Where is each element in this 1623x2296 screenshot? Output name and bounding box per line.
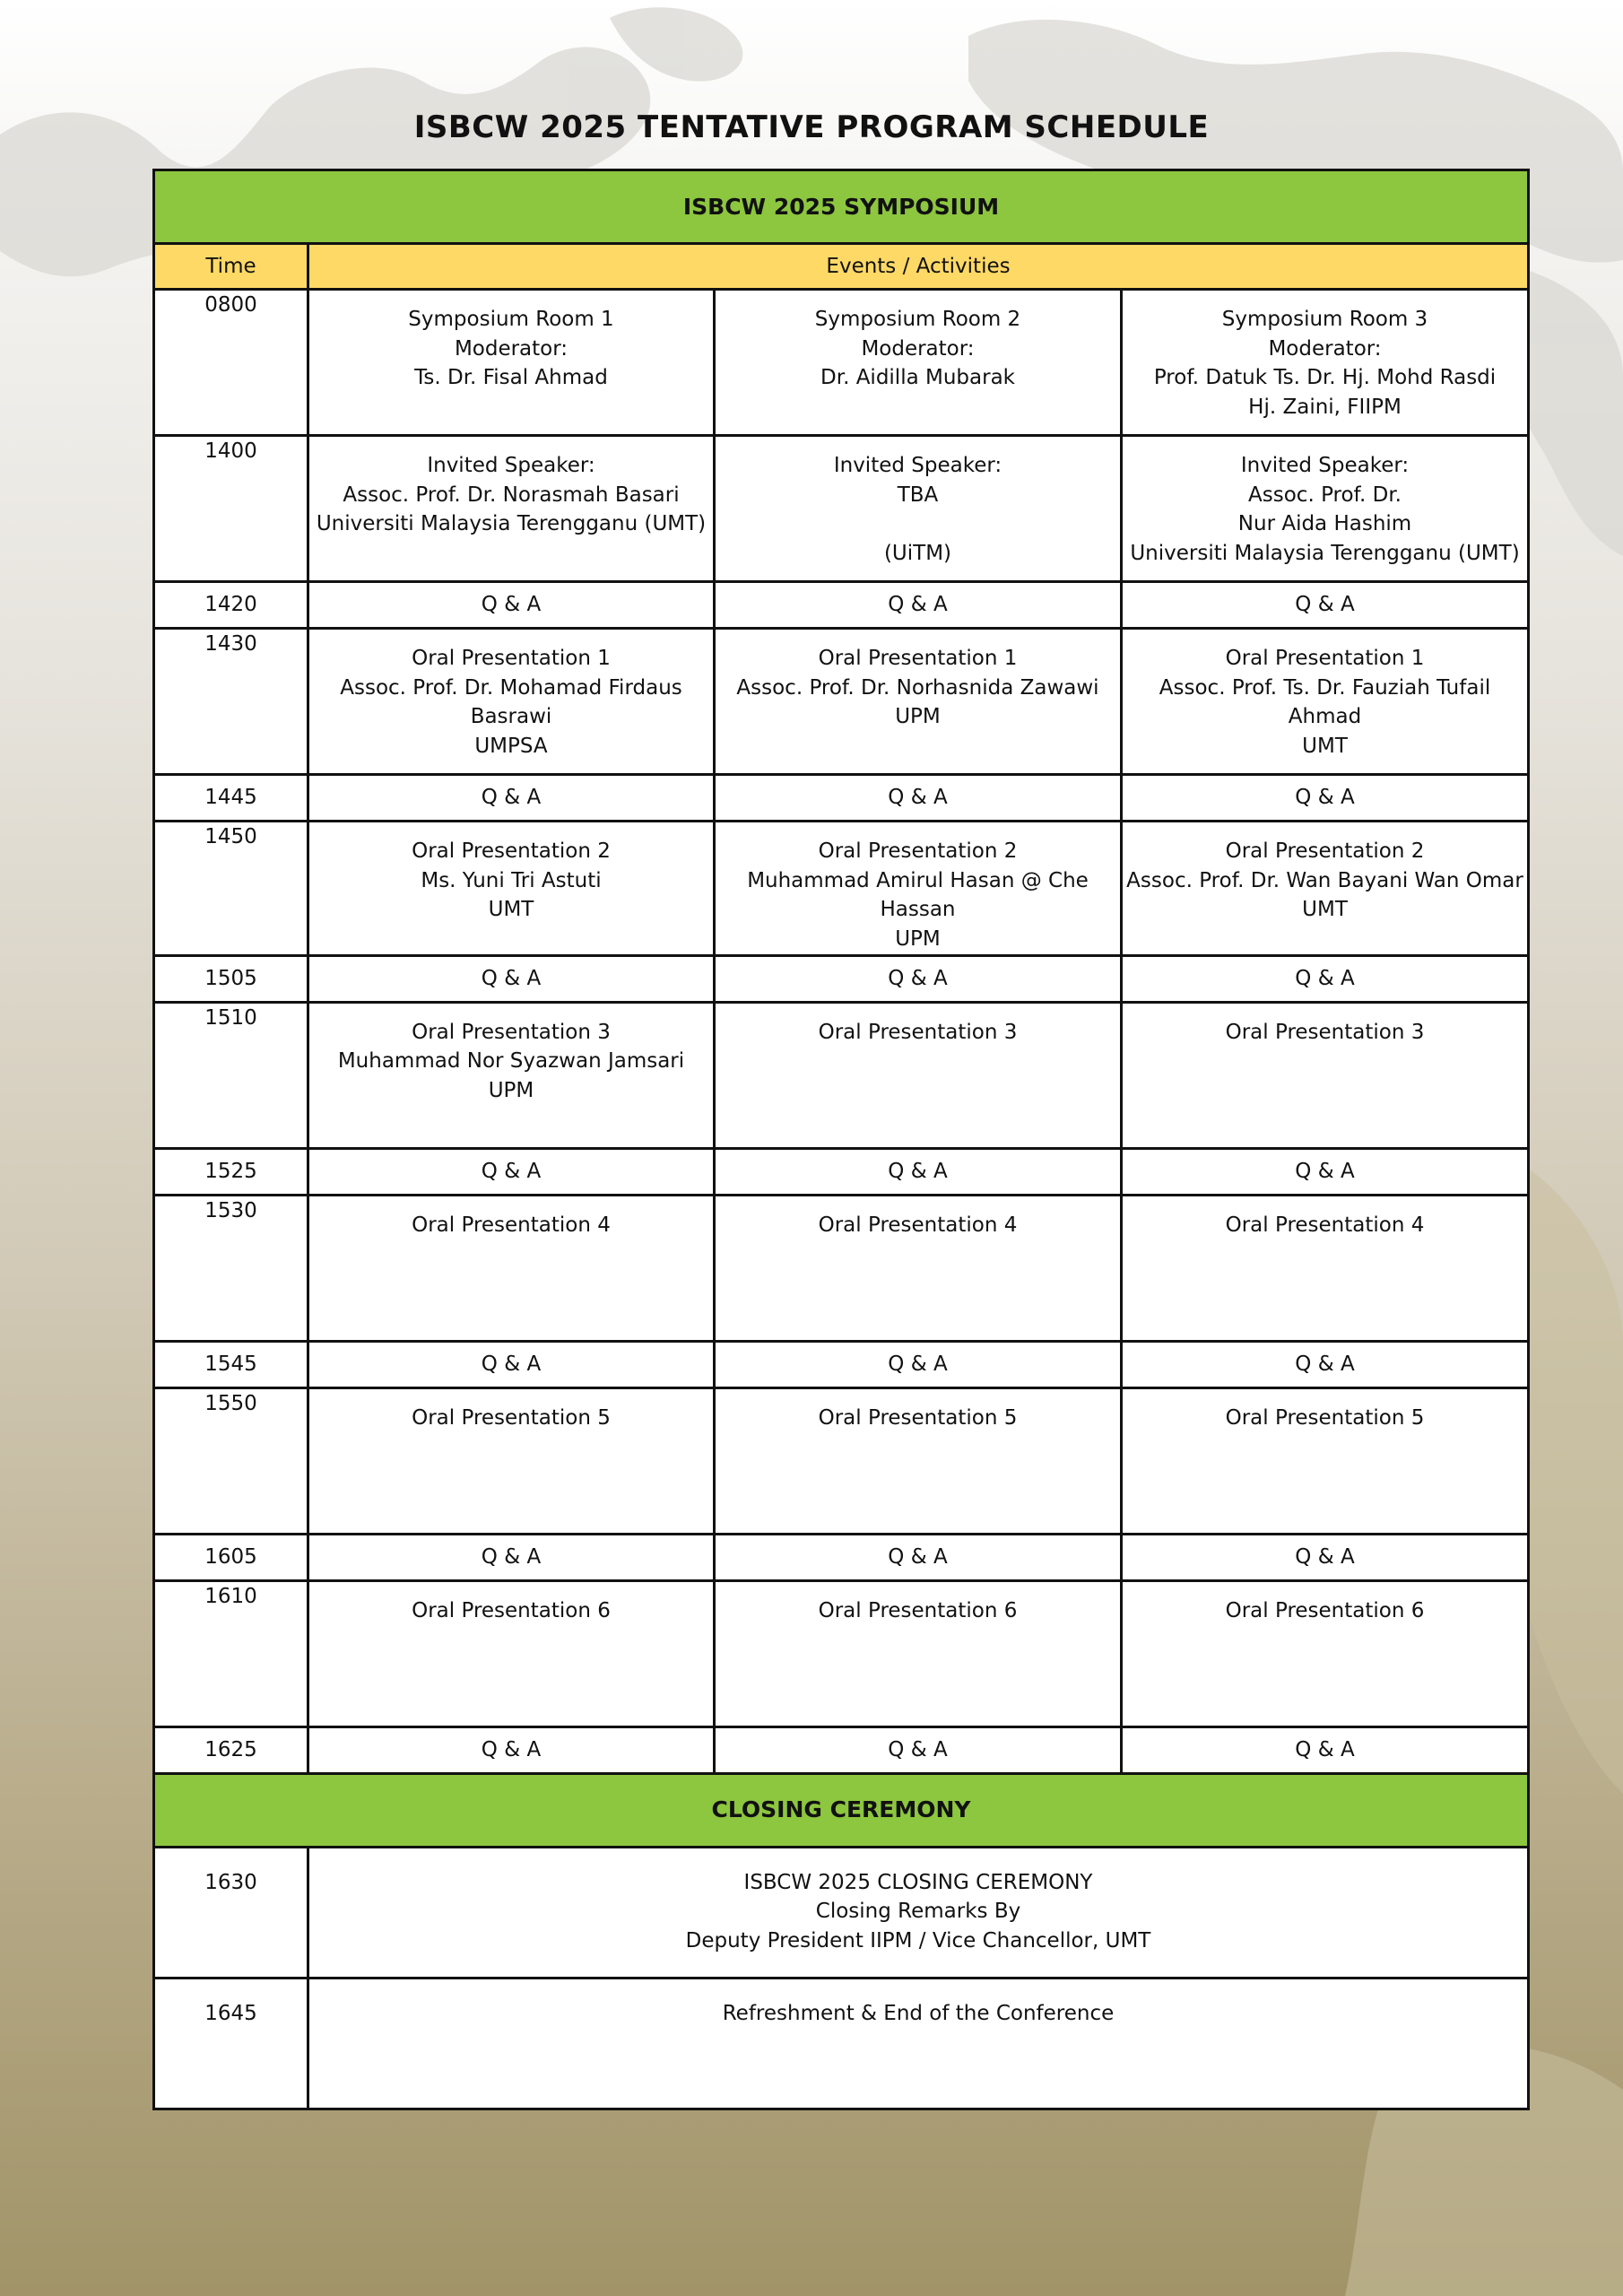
session-row xyxy=(154,290,1529,436)
text-line: Assoc. Prof. Dr. Mohamad Firdaus xyxy=(340,675,682,700)
cell-text xyxy=(719,1582,1116,1626)
time-cell: 1400 xyxy=(154,436,308,582)
room-2-cell xyxy=(715,1387,1122,1534)
room-1-cell: Q & A xyxy=(308,1534,715,1580)
room-2-cell: Q & A xyxy=(715,1148,1122,1195)
symposium-header: ISBCW 2025 SYMPOSIUM xyxy=(154,170,1529,244)
cell-text xyxy=(1126,291,1523,422)
symposium-header-row xyxy=(154,170,1529,244)
events-column-header: Events / Activities xyxy=(308,244,1529,290)
text-line: Universiti Malaysia Terengganu (UMT) xyxy=(316,512,707,536)
room-2-cell xyxy=(715,1002,1122,1148)
cell-text xyxy=(1126,1004,1523,1048)
column-header-row xyxy=(154,244,1529,290)
room-1-cell xyxy=(308,436,715,582)
time-cell: 1430 xyxy=(154,629,308,775)
text-line: Invited Speaker: xyxy=(833,454,1002,477)
session-row xyxy=(154,1387,1529,1534)
text-line: Dr. Aidilla Mubarak xyxy=(820,366,1015,390)
text-line: Moderator: xyxy=(861,336,975,361)
closing-event-cell xyxy=(308,1847,1529,1978)
text-line: Oral Presentation 4 xyxy=(412,1213,611,1237)
text-line: UMT xyxy=(1302,898,1348,922)
text-line: UMPSA xyxy=(474,734,548,758)
room-1-cell: Q & A xyxy=(308,955,715,1002)
time-cell: 1450 xyxy=(154,822,308,956)
text-line: Oral Presentation 1 xyxy=(412,647,611,670)
room-2-cell: Q & A xyxy=(715,775,1122,822)
text-line: UMT xyxy=(488,898,534,922)
text-line: Ts. Dr. Fisal Ahmad xyxy=(414,366,608,390)
text-line: Moderator: xyxy=(1268,336,1382,361)
text-line: Ms. Yuni Tri Astuti xyxy=(421,868,602,892)
time-cell: 1605 xyxy=(154,1534,308,1580)
cell-text xyxy=(719,1389,1116,1433)
text-line: Oral Presentation 1 xyxy=(1225,647,1425,670)
text-line: Symposium Room 1 xyxy=(408,308,614,331)
room-3-cell xyxy=(1122,1387,1529,1534)
schedule-table xyxy=(152,169,1530,2110)
cell-text xyxy=(313,630,709,761)
cell-text xyxy=(313,437,709,539)
text-line: Oral Presentation 5 xyxy=(1225,1405,1425,1430)
text-line: Assoc. Prof. Dr. Norasmah Basari xyxy=(343,483,680,507)
room-3-cell xyxy=(1122,436,1529,582)
text-line: UPM xyxy=(488,1078,534,1102)
text-line: Symposium Room 2 xyxy=(814,308,1021,331)
cell-text xyxy=(719,291,1116,393)
cell-text xyxy=(1126,1582,1523,1626)
cell-text xyxy=(313,1389,709,1433)
text-line: Muhammad Amirul Hasan @ Che Hassan xyxy=(747,868,1089,922)
text-line: Oral Presentation 3 xyxy=(412,1020,611,1044)
cell-text xyxy=(719,437,1116,569)
text-line: UMT xyxy=(1302,734,1348,758)
room-1-cell xyxy=(308,822,715,956)
time-cell: 1525 xyxy=(154,1148,308,1195)
text-line: (UiTM) xyxy=(883,541,952,565)
time-cell: 1530 xyxy=(154,1195,308,1341)
session-row xyxy=(154,436,1529,582)
time-cell: 1545 xyxy=(154,1341,308,1387)
room-2-cell xyxy=(715,822,1122,956)
room-1-cell: Q & A xyxy=(308,1726,715,1773)
room-1-cell: Q & A xyxy=(308,1148,715,1195)
room-2-cell xyxy=(715,1195,1122,1341)
cell-text xyxy=(313,291,709,393)
text-line: Hj. Zaini, FIIPM xyxy=(1248,395,1402,419)
text-line: UPM xyxy=(895,926,941,951)
room-1-cell: Q & A xyxy=(308,775,715,822)
time-cell: 1420 xyxy=(154,582,308,629)
room-1-cell xyxy=(308,629,715,775)
qa-row xyxy=(154,1341,1529,1387)
closing-ceremony-header: CLOSING CEREMONY xyxy=(154,1773,1529,1847)
room-3-cell: Q & A xyxy=(1122,1148,1529,1195)
room-3-cell xyxy=(1122,629,1529,775)
text-line: Oral Presentation 2 xyxy=(818,839,1018,863)
text-line: Oral Presentation 6 xyxy=(818,1598,1018,1622)
text-line: Invited Speaker: xyxy=(427,454,595,477)
text-line: Oral Presentation 3 xyxy=(818,1020,1018,1044)
cell-text xyxy=(313,1004,709,1106)
room-2-cell: Q & A xyxy=(715,1341,1122,1387)
room-2-cell xyxy=(715,436,1122,582)
closing-ceremony-header-row xyxy=(154,1773,1529,1847)
time-cell: 1610 xyxy=(154,1580,308,1726)
text-line: Oral Presentation 3 xyxy=(1225,1020,1425,1044)
text-line: Refreshment & End of the Conference xyxy=(722,2001,1115,2025)
closing-row xyxy=(154,1978,1529,2109)
room-1-cell xyxy=(308,1195,715,1341)
room-3-cell xyxy=(1122,822,1529,956)
qa-row xyxy=(154,582,1529,629)
cell-text xyxy=(719,1004,1116,1048)
text-line: Oral Presentation 4 xyxy=(818,1213,1018,1237)
text-line: Universiti Malaysia Terengganu (UMT) xyxy=(1130,541,1520,565)
text-line: Oral Presentation 2 xyxy=(1225,839,1425,863)
room-2-cell: Q & A xyxy=(715,955,1122,1002)
qa-row xyxy=(154,955,1529,1002)
room-3-cell: Q & A xyxy=(1122,775,1529,822)
session-row xyxy=(154,629,1529,775)
session-row xyxy=(154,1195,1529,1341)
time-cell: 1445 xyxy=(154,775,308,822)
session-row xyxy=(154,1580,1529,1726)
room-1-cell xyxy=(308,1580,715,1726)
cell-text xyxy=(1126,1196,1523,1240)
room-1-cell xyxy=(308,290,715,436)
text-line: Oral Presentation 6 xyxy=(1225,1598,1425,1622)
text-line: Oral Presentation 5 xyxy=(412,1405,611,1430)
cell-text xyxy=(719,822,1116,954)
text-line: ISBCW 2025 CLOSING CEREMONY xyxy=(743,1870,1093,1894)
text-line: Muhammad Nor Syazwan Jamsari xyxy=(337,1049,685,1074)
cell-text xyxy=(313,822,709,925)
room-3-cell xyxy=(1122,1580,1529,1726)
room-1-cell: Q & A xyxy=(308,1341,715,1387)
room-2-cell xyxy=(715,1580,1122,1726)
room-3-cell: Q & A xyxy=(1122,1341,1529,1387)
page-title: ISBCW 2025 TENTATIVE PROGRAM SCHEDULE xyxy=(413,109,1210,145)
text-line: Moderator: xyxy=(454,336,568,361)
text-line: Deputy President IIPM / Vice Chancellor, UMT xyxy=(685,1928,1151,1952)
cell-text xyxy=(1126,437,1523,569)
time-cell: 0800 xyxy=(154,290,308,436)
room-2-cell xyxy=(715,290,1122,436)
text-line: TBA xyxy=(897,483,939,507)
text-line: Invited Speaker: xyxy=(1240,454,1410,477)
qa-row xyxy=(154,1534,1529,1580)
room-2-cell xyxy=(715,629,1122,775)
room-3-cell: Q & A xyxy=(1122,582,1529,629)
text-line: Assoc. Prof. Ts. Dr. Fauziah Tufail Ahmad xyxy=(1159,675,1491,729)
text-line: Oral Presentation 1 xyxy=(818,647,1018,670)
cell-text xyxy=(1126,630,1523,761)
text-line: Nur Aida Hashim xyxy=(1237,512,1412,536)
time-cell: 1510 xyxy=(154,1002,308,1148)
room-2-cell: Q & A xyxy=(715,1534,1122,1580)
cell-text xyxy=(313,1582,709,1626)
time-cell: 1550 xyxy=(154,1387,308,1534)
time-cell: 1645 xyxy=(154,1978,308,2109)
closing-event-cell xyxy=(308,1978,1529,2109)
text-line: Assoc. Prof. Dr. xyxy=(1248,483,1402,507)
text-line: Prof. Datuk Ts. Dr. Hj. Mohd Rasdi xyxy=(1153,366,1497,390)
text-line: Oral Presentation 4 xyxy=(1225,1213,1425,1237)
room-1-cell xyxy=(308,1387,715,1534)
room-3-cell xyxy=(1122,1195,1529,1341)
time-cell: 1630 xyxy=(154,1847,308,1978)
text-line: UPM xyxy=(895,705,941,729)
text-line: Basrawi xyxy=(470,705,552,729)
room-1-cell: Q & A xyxy=(308,582,715,629)
room-3-cell xyxy=(1122,290,1529,436)
closing-row xyxy=(154,1847,1529,1978)
cell-text xyxy=(719,1196,1116,1240)
text-line: Assoc. Prof. Dr. Wan Bayani Wan Omar xyxy=(1126,868,1523,892)
qa-row xyxy=(154,775,1529,822)
room-3-cell: Q & A xyxy=(1122,1534,1529,1580)
cell-text xyxy=(1126,822,1523,925)
qa-row xyxy=(154,1726,1529,1773)
text-line: Symposium Room 3 xyxy=(1221,308,1428,331)
room-1-cell xyxy=(308,1002,715,1148)
session-row xyxy=(154,822,1529,956)
session-row xyxy=(154,1002,1529,1148)
room-2-cell: Q & A xyxy=(715,582,1122,629)
text-line: Assoc. Prof. Dr. Norhasnida Zawawi xyxy=(736,675,1099,700)
text-line: Oral Presentation 6 xyxy=(412,1598,611,1622)
text-line: Oral Presentation 5 xyxy=(818,1405,1018,1430)
room-3-cell: Q & A xyxy=(1122,955,1529,1002)
time-column-header: Time xyxy=(154,244,308,290)
cell-text xyxy=(313,1196,709,1240)
cell-text xyxy=(1126,1389,1523,1433)
room-2-cell: Q & A xyxy=(715,1726,1122,1773)
text-line: Oral Presentation 2 xyxy=(412,839,611,863)
cell-text xyxy=(719,630,1116,732)
time-cell: 1505 xyxy=(154,955,308,1002)
text-line xyxy=(719,509,1116,539)
room-3-cell xyxy=(1122,1002,1529,1148)
qa-row xyxy=(154,1148,1529,1195)
text-line: Closing Remarks By xyxy=(815,1900,1021,1924)
time-cell: 1625 xyxy=(154,1726,308,1773)
room-3-cell: Q & A xyxy=(1122,1726,1529,1773)
